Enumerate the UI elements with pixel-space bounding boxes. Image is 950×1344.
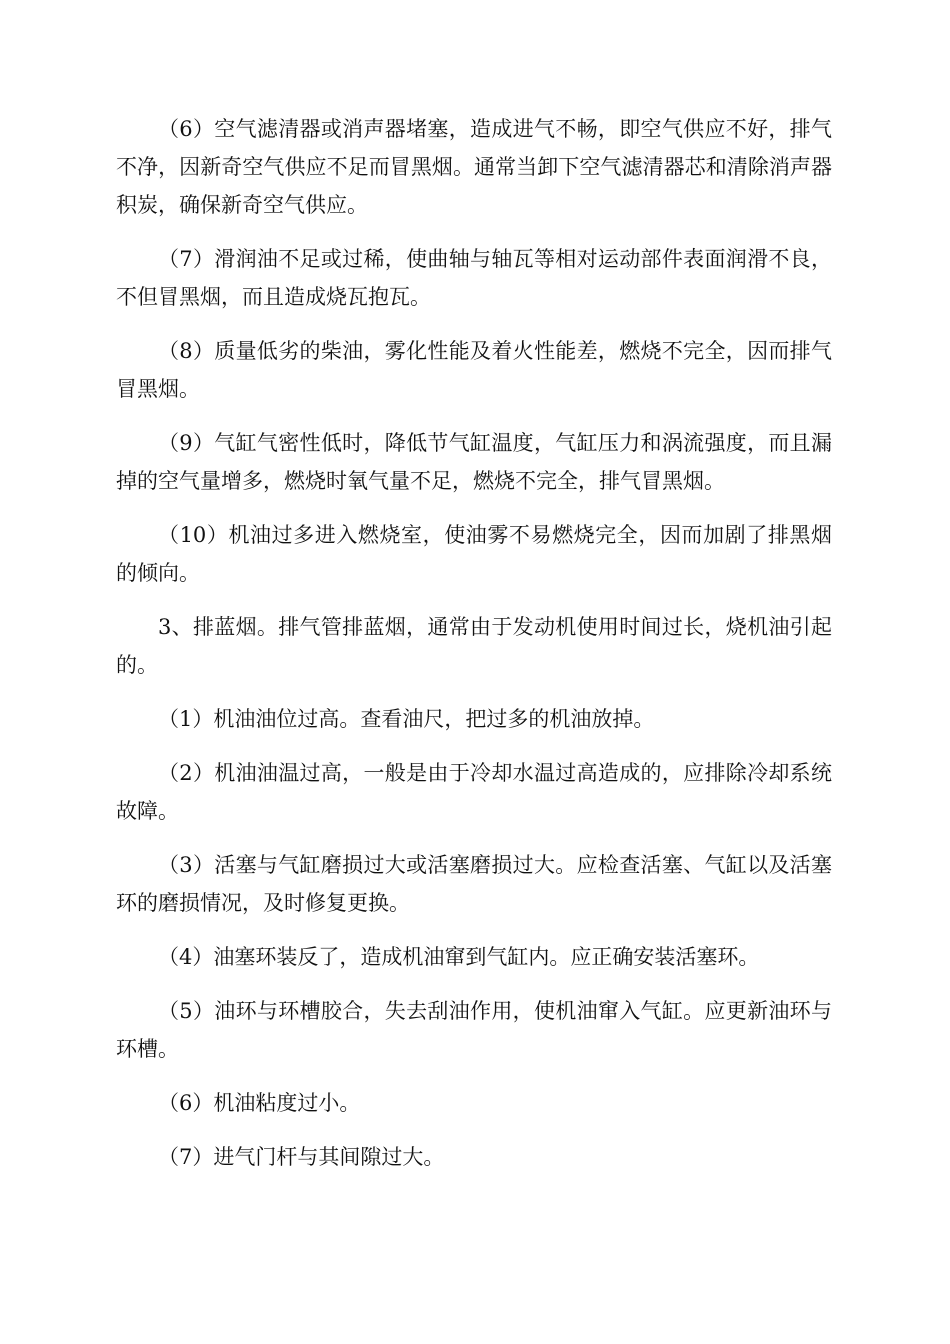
paragraph-cylinder-airtightness: （9）气缸气密性低时，降低节气缸温度，气缸压力和涡流强度，而且漏掉的空气量增多，燃烧时氧气量不足，燃烧不完全，排气冒黑烟。 [116,431,832,493]
paragraph-oil-level-high: （1）机油油位过高。查看油尺，把过多的机油放掉。 [158,707,655,731]
paragraph-poor-diesel: （8）质量低劣的柴油，雾化性能及着火性能差，燃烧不完全，因而排气冒黑烟。 [116,339,832,401]
paragraph-excess-oil-combustion: （10）机油过多进入燃烧室，使油雾不易燃烧完全，因而加剧了排黑烟的倾向。 [116,523,832,585]
paragraph-ring-reversed: （4）油塞环装反了，造成机油窜到气缸内。应正确安装活塞环。 [158,945,760,969]
paragraph-air-filter-blockage: （6）空气滤清器或消声器堵塞，造成进气不畅，即空气供应不好，排气不净，因新奇空气供应不足而冒黑烟。通常当卸下空气滤清器芯和清除消声器积炭，确保新奇空气供应。 [116,117,832,217]
document-body [116,110,832,1192]
paragraph-blue-smoke-heading: 3、排蓝烟。排气管排蓝烟，通常由于发动机使用时间过长，烧机油引起的。 [116,615,832,677]
paragraph-lubricating-oil: （7）滑润油不足或过稀，使曲轴与轴瓦等相对运动部件表面润滑不良，不但冒黑烟，而且造成烧瓦抱瓦。 [116,247,832,309]
paragraph-oil-viscosity: （6）机油粘度过小。 [158,1091,361,1115]
paragraph-ring-groove-bonding: （5）油环与环槽胶合，失去刮油作用，使机油窜入气缸。应更新油环与环槽。 [116,999,832,1061]
paragraph-piston-wear: （3）活塞与气缸磨损过大或活塞磨损过大。应检查活塞、气缸以及活塞环的磨损情况，及时修复更换。 [116,853,832,915]
paragraph-valve-clearance: （7）进气门杆与其间隙过大。 [158,1145,445,1169]
paragraph-oil-temperature-high: （2）机油油温过高，一般是由于冷却水温过高造成的，应排除冷却系统故障。 [116,761,832,823]
